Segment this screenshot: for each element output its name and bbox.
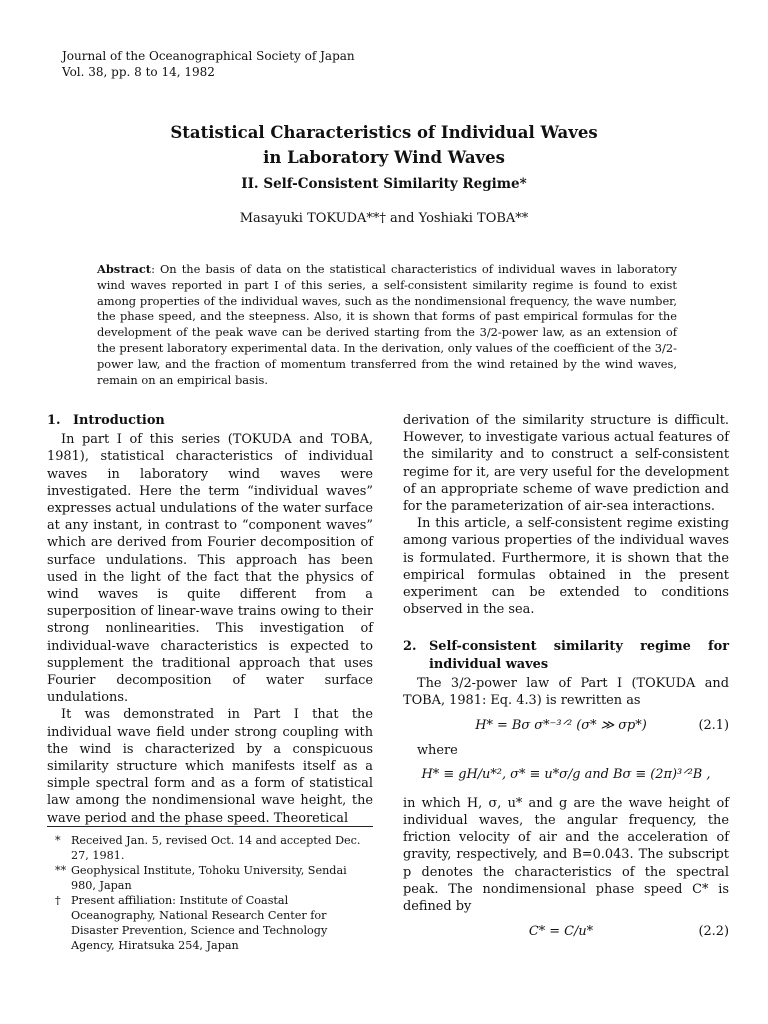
section-2-paragraph-2: in which H, σ, u* and g are the wave height of individual waves, the angular frequency, the friction velocity of air and the acceleration of gravity, respectively, and B=0.043. The subscript p denotes the characteristics of the spectral peak. The nondimensional phase speed C* is defined by <box>403 795 729 915</box>
intro-paragraph-2: It was demonstrated in Part I that the individual wave field under strong coupling with the wind is characterized by a conspicuous similarity structure which manifests itself as a simple spectral form and as a form of statistical law among the nondimensional wave height, the wave period and the phase speed. Theoretical <box>47 707 373 826</box>
right-paragraph-1: derivation of the similarity structure is difficult. However, to investigate various actual features of the similarity and to construct a self-consistent regime for it, are very useful for the development of an appropriate scheme of wave prediction and for the parameterization of air-sea interactions. <box>403 413 729 515</box>
equation-2-2-number: (2.2) <box>698 924 729 940</box>
right-column <box>403 412 729 948</box>
abstract-label: Abstract <box>97 262 152 276</box>
footnote-text: Received Jan. 5, revised Oct. 14 and accepted Dec. 27, 1981. <box>71 834 361 862</box>
equation-2-1 <box>403 717 729 734</box>
section-2-paragraph-1: The 3/2-power law of Part I (TOKUDA and TOBA, 1981: Eq. 4.3) is rewritten as <box>403 675 729 709</box>
intro-paragraph-1: In part I of this series (TOKUDA and TOBA, 1981), statistical characteristics of individual waves in laboratory wind waves were investigated. Here the term “individual waves” expresses actual undulations of the water surface at any instant, in contrast to “component waves” which are derived from Fourier decomposition of surface undulations. This approach has been used in the light of the fact that the physics of wind waves is quite different from a superposition of linear-wave trains owing to their strong nonlinearities. This investigation of individual-wave characteristics is expected to supplement the traditional approach that uses Fourier decomposition of water surface undulations. <box>47 432 373 706</box>
section-1-title: Introduction <box>73 413 165 428</box>
title-block <box>0 120 768 228</box>
equation-2-1-body: H* = Bσ σ*⁻³ᐟ² (σ* ≫ σp*) <box>475 718 647 734</box>
abstract <box>97 262 677 388</box>
paper-title <box>0 120 768 170</box>
right-paragraph-2: In this article, a self-consistent regime existing among various properties of the individual waves is formulated. Furthermore, it is shown that the empirical formulas obtained in the present experiment can be extended to conditions observed in the sea. <box>403 516 729 618</box>
footnote-affiliation <box>47 863 373 893</box>
footnote-mark: ** <box>55 864 67 877</box>
journal-header <box>62 48 355 80</box>
title-line-1: Statistical Characteristics of Individual Waves <box>170 123 598 142</box>
abstract-text: : On the basis of data on the statistical characteristics of individual waves in laboratory wind waves reported in part I of this series, a self-consistent similarity regime is found to exist among properties of the individual waves, such as the nondimensional frequency, the wave number, the phase speed, and the steepness. Also, it is shown that forms of past empirical formulas for the development of the peak wave can be derived starting from the 3/2-power law, as an extension of the present laboratory experimental data. In the derivation, only values of the coefficient of the 3/2-power law, and the fraction of momentum transferred from the wind retained by the wind waves, remain on an empirical basis. <box>97 262 677 387</box>
footnote-mark: † <box>55 894 61 907</box>
footnote-present-affiliation <box>47 893 373 953</box>
journal-volume: Vol. 38, pp. 8 to 14, 1982 <box>62 65 215 79</box>
paper-subtitle: II. Self-Consistent Similarity Regime* <box>241 176 527 192</box>
journal-name: Journal of the Oceanographical Society of Japan <box>62 49 355 63</box>
section-2-heading <box>403 638 729 672</box>
section-2-title: Self-consistent similarity regime for individual waves <box>429 639 729 672</box>
equation-2-2 <box>403 923 729 940</box>
equation-2-1-number: (2.1) <box>698 718 729 734</box>
footnote-received <box>47 833 373 863</box>
section-2-number: 2. <box>403 639 417 655</box>
authors: Masayuki TOKUDA**† and Yoshiaki TOBA** <box>239 211 529 226</box>
definitions-line: H* ≡ gH/u*², σ* ≡ u*σ/g and Bσ ≡ (2π)³ᐟ²B , <box>421 766 711 782</box>
section-1-heading <box>47 412 373 429</box>
footnote-text: Geophysical Institute, Tohoku University, Sendai 980, Japan <box>71 864 347 892</box>
where-label: where <box>417 743 458 759</box>
footnote-text: Present affiliation: Institute of Coastal Oceanography, National Research Center for Disaster Prevention, Science and Technology Agency, Hiratsuka 254, Japan <box>71 894 328 952</box>
footnotes <box>47 826 373 953</box>
equation-2-2-body: C* = C/u* <box>528 924 594 940</box>
left-column <box>47 412 373 827</box>
section-1-number: 1. <box>47 413 61 428</box>
title-line-2: in Laboratory Wind Waves <box>263 148 505 167</box>
footnote-mark: * <box>55 834 61 847</box>
